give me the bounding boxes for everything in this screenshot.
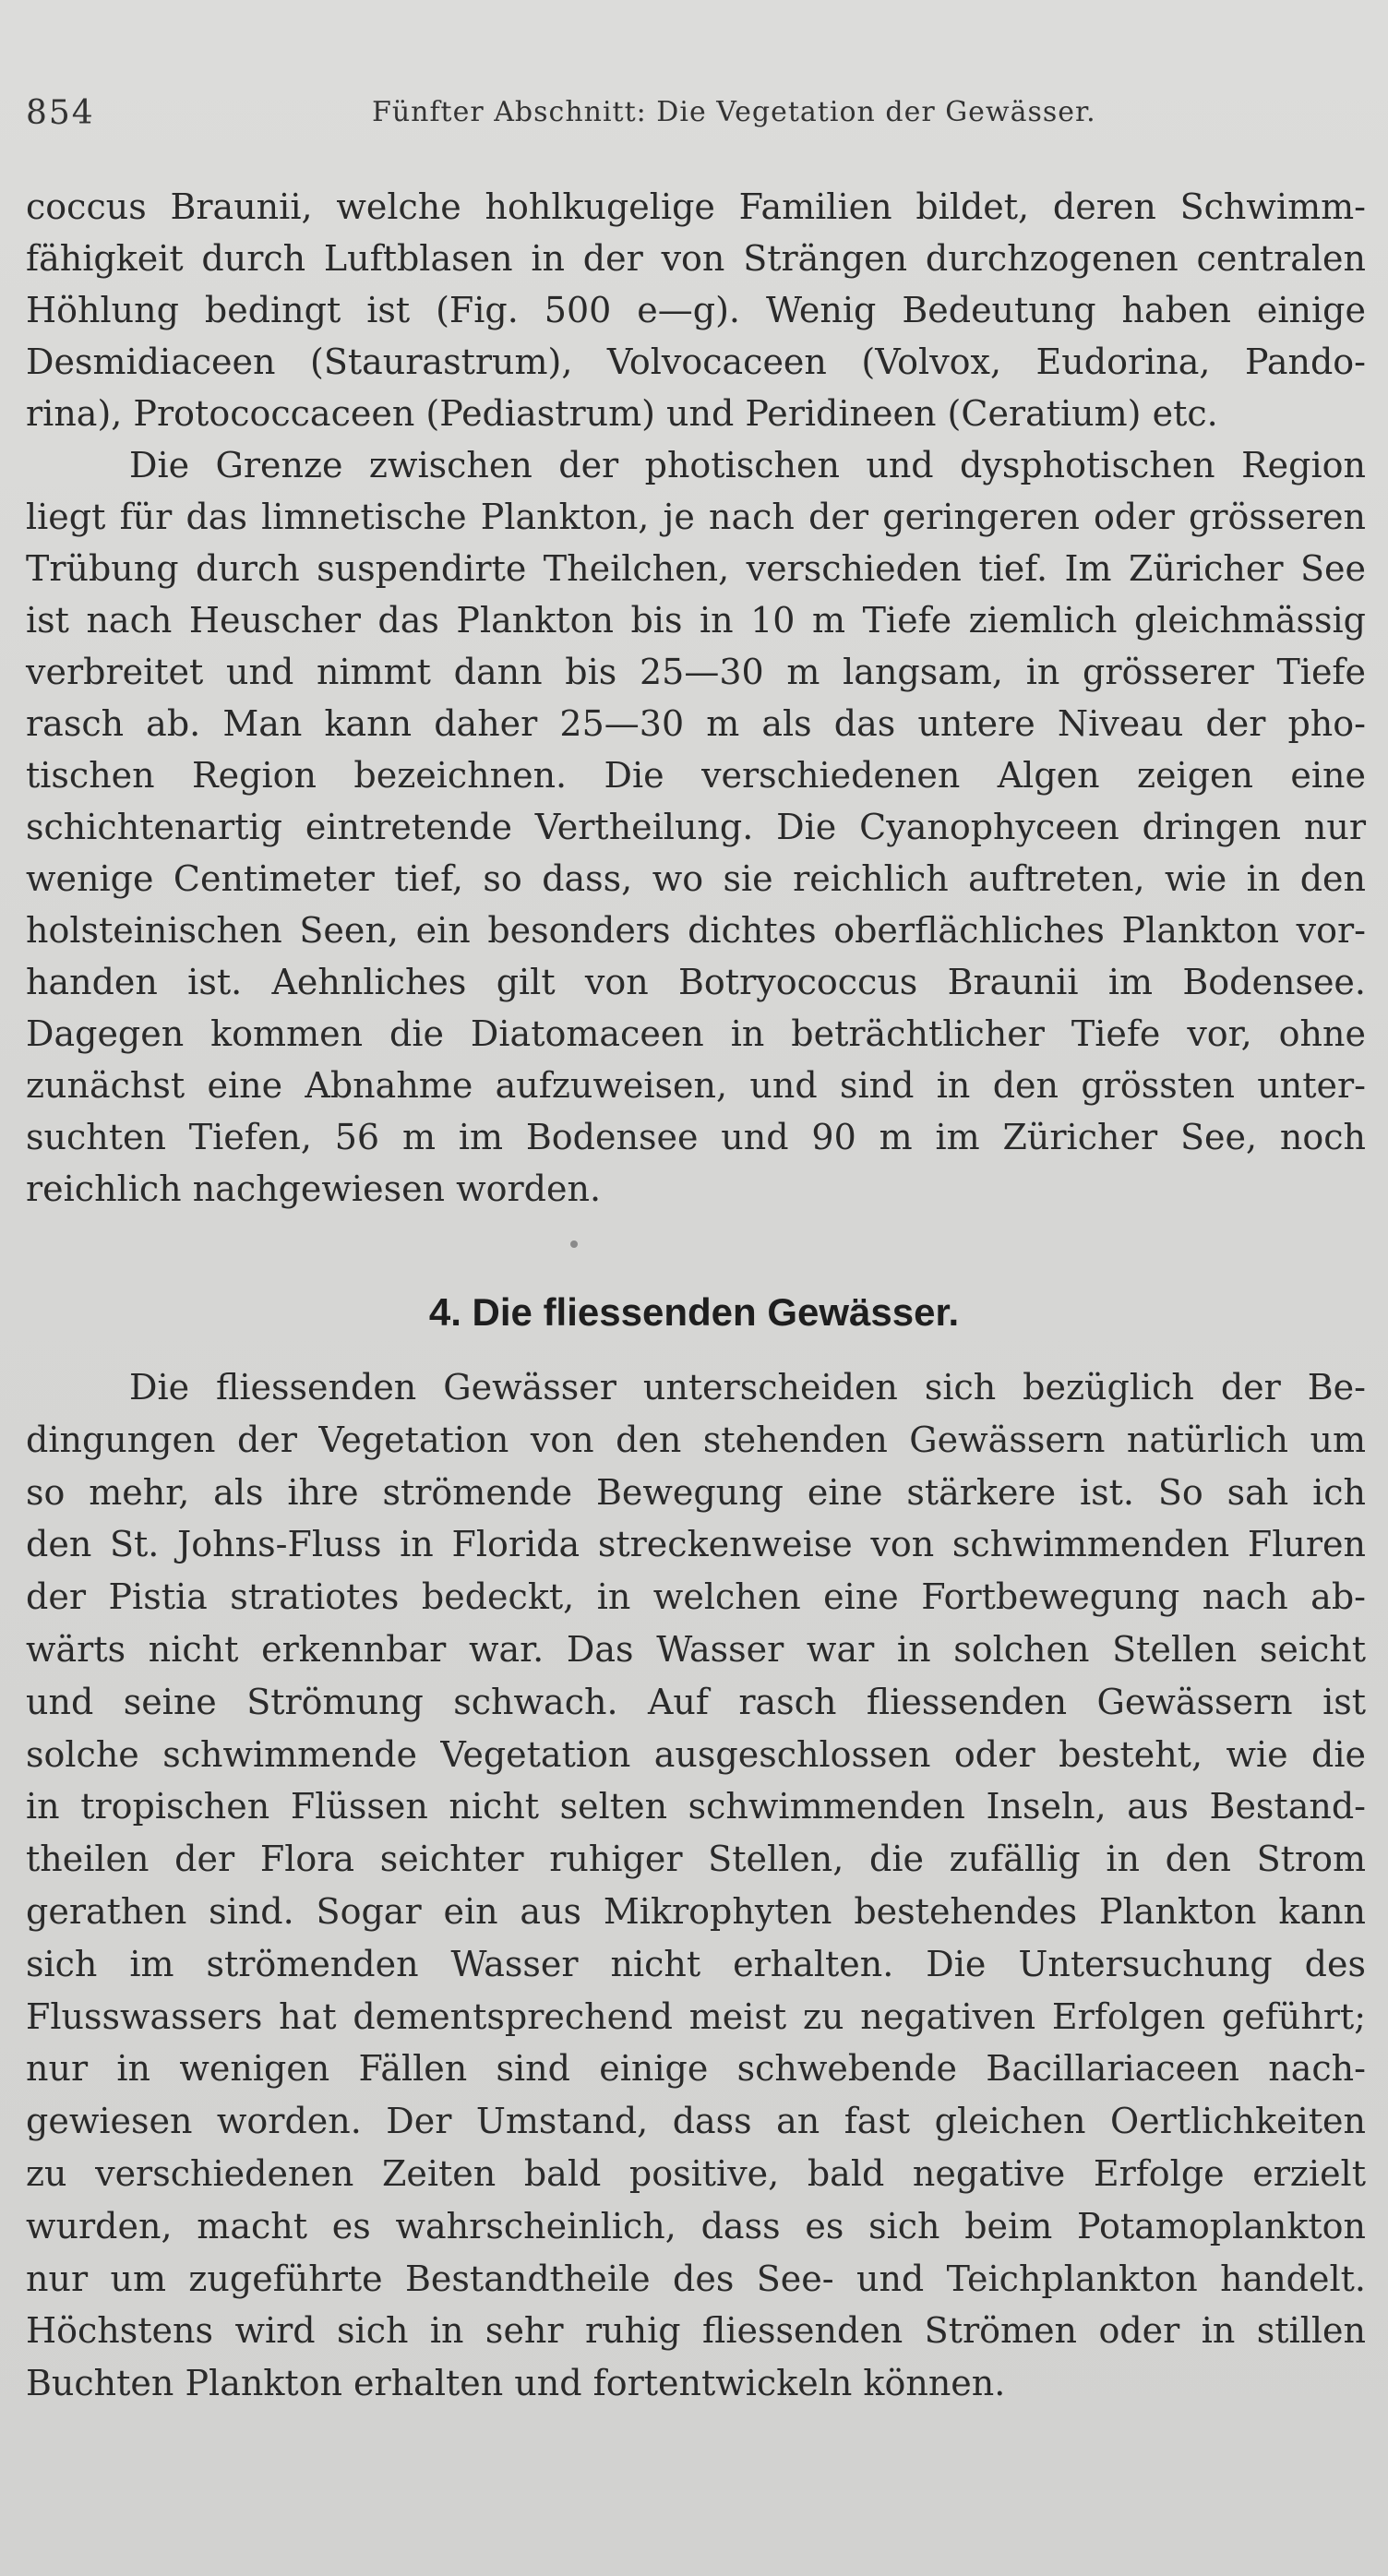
text-line: liegt für das limnetische Plankton, je nach der geringeren oder grösseren — [26, 497, 1366, 537]
text-line: rina), Protococcaceen (Pediastrum) und Peridineen (Ceratium) etc. — [26, 393, 1218, 434]
page-header — [26, 92, 1364, 138]
paragraph-block-1 — [26, 181, 1366, 1215]
text-line: gerathen sind. Sogar ein aus Mikrophyten bestehendes Plankton kann — [26, 1890, 1366, 1932]
text-line: solche schwimmende Vegetation ausgeschlossen oder besteht, wie die — [26, 1733, 1366, 1775]
text-line: zu verschiedenen Zeiten bald positive, bald negative Erfolge erzielt — [26, 2152, 1366, 2194]
text-line: wurden, macht es wahrscheinlich, dass es sich beim Potamoplankton — [26, 2205, 1366, 2247]
page-number: 854 — [26, 94, 95, 132]
running-head: Fünfter Abschnitt: Die Vegetation der Gewässer. — [372, 96, 1096, 128]
text-line: Buchten Plankton erhalten und fortentwickeln können. — [26, 2363, 1006, 2404]
text-line: schichtenartig eintretende Vertheilung. Die Cyanophyceen dringen nur — [26, 807, 1366, 847]
text-line: coccus Braunii, welche hohlkugelige Familien bildet, deren Schwimm- — [26, 186, 1366, 227]
text-line: den St. Johns-Fluss in Florida streckenweise von schwimmenden Fluren — [26, 1524, 1366, 1565]
text-line: wenige Centimeter tief, so dass, wo sie reichlich auftreten, wie in den — [26, 858, 1366, 899]
text-line: fähigkeit durch Luftblasen in der von Strängen durchzogenen centralen — [26, 238, 1366, 279]
text-line: reichlich nachgewiesen worden. — [26, 1168, 602, 1209]
ink-speck — [570, 1240, 578, 1248]
text-line: handen ist. Aehnliches gilt von Botryococcus Braunii im Bodensee. — [26, 962, 1366, 1002]
text-line: rasch ab. Man kann daher 25—30 m als das untere Niveau der pho- — [26, 703, 1366, 744]
text-line: verbreitet und nimmt dann bis 25—30 m langsam, in grösserer Tiefe — [26, 652, 1366, 692]
text-line: und seine Strömung schwach. Auf rasch fliessenden Gewässern ist — [26, 1681, 1366, 1722]
text-line: nur um zugeführte Bestandtheile des See- und Teichplankton handelt. — [26, 2258, 1366, 2299]
text-line: Trübung durch suspendirte Theilchen, verschieden tief. Im Züricher See — [26, 548, 1366, 589]
text-line: nur in wenigen Fällen sind einige schwebende Bacillariaceen nach- — [26, 2048, 1366, 2090]
text-line: Höchstens wird sich in sehr ruhig fliessenden Strömen oder in stillen — [26, 2310, 1366, 2352]
text-line: Desmidiaceen (Staurastrum), Volvocaceen (Volvox, Eudorina, Pando- — [26, 341, 1366, 382]
text-line: wärts nicht erkennbar war. Das Wasser war in solchen Stellen seicht — [26, 1628, 1366, 1670]
text-line: theilen der Flora seichter ruhiger Stellen, die zufällig in den Strom — [26, 1839, 1366, 1880]
text-line: tischen Region bezeichnen. Die verschiedenen Algen zeigen eine — [26, 755, 1366, 796]
text-line: der Pistia stratiotes bedeckt, in welchen eine Fortbewegung nach ab- — [26, 1576, 1366, 1618]
text-line: Flusswassers hat dementsprechend meist zu negativen Erfolgen geführt; — [26, 1995, 1366, 2037]
text-line: gewiesen worden. Der Umstand, dass an fast gleichen Oertlichkeiten — [26, 2101, 1366, 2142]
text-line: ist nach Heuscher das Plankton bis in 10 m Tiefe ziemlich gleichmässig — [26, 600, 1366, 641]
text-line: Die fliessenden Gewässer unterscheiden sich bezüglich der Be- — [129, 1367, 1366, 1408]
text-line: so mehr, als ihre strömende Bewegung eine stärkere ist. So sah ich — [26, 1471, 1366, 1513]
text-line: suchten Tiefen, 56 m im Bodensee und 90 m im Züricher See, noch — [26, 1117, 1366, 1157]
text-line: in tropischen Flüssen nicht selten schwimmenden Inseln, aus Bestand- — [26, 1786, 1366, 1827]
text-line: Dagegen kommen die Diatomaceen in beträchtlicher Tiefe vor, ohne — [26, 1013, 1366, 1054]
text-line: Höhlung bedingt ist (Fig. 500 e—g). Wenig Bedeutung haben einige — [26, 290, 1366, 330]
paragraph-block-2 — [26, 1361, 1366, 2410]
text-line: zunächst eine Abnahme aufzuweisen, und sind in den grössten unter- — [26, 1065, 1366, 1106]
text-line: Die Grenze zwischen der photischen und dysphotischen Region — [129, 445, 1366, 485]
section-heading: 4. Die fliessenden Gewässer. — [428, 1290, 960, 1334]
text-line: holsteinischen Seen, ein besonders dichtes oberflächliches Plankton vor- — [26, 910, 1366, 951]
text-line: sich im strömenden Wasser nicht erhalten. Die Untersuchung des — [26, 1943, 1366, 1984]
text-line: dingungen der Vegetation von den stehenden Gewässern natürlich um — [26, 1419, 1366, 1460]
